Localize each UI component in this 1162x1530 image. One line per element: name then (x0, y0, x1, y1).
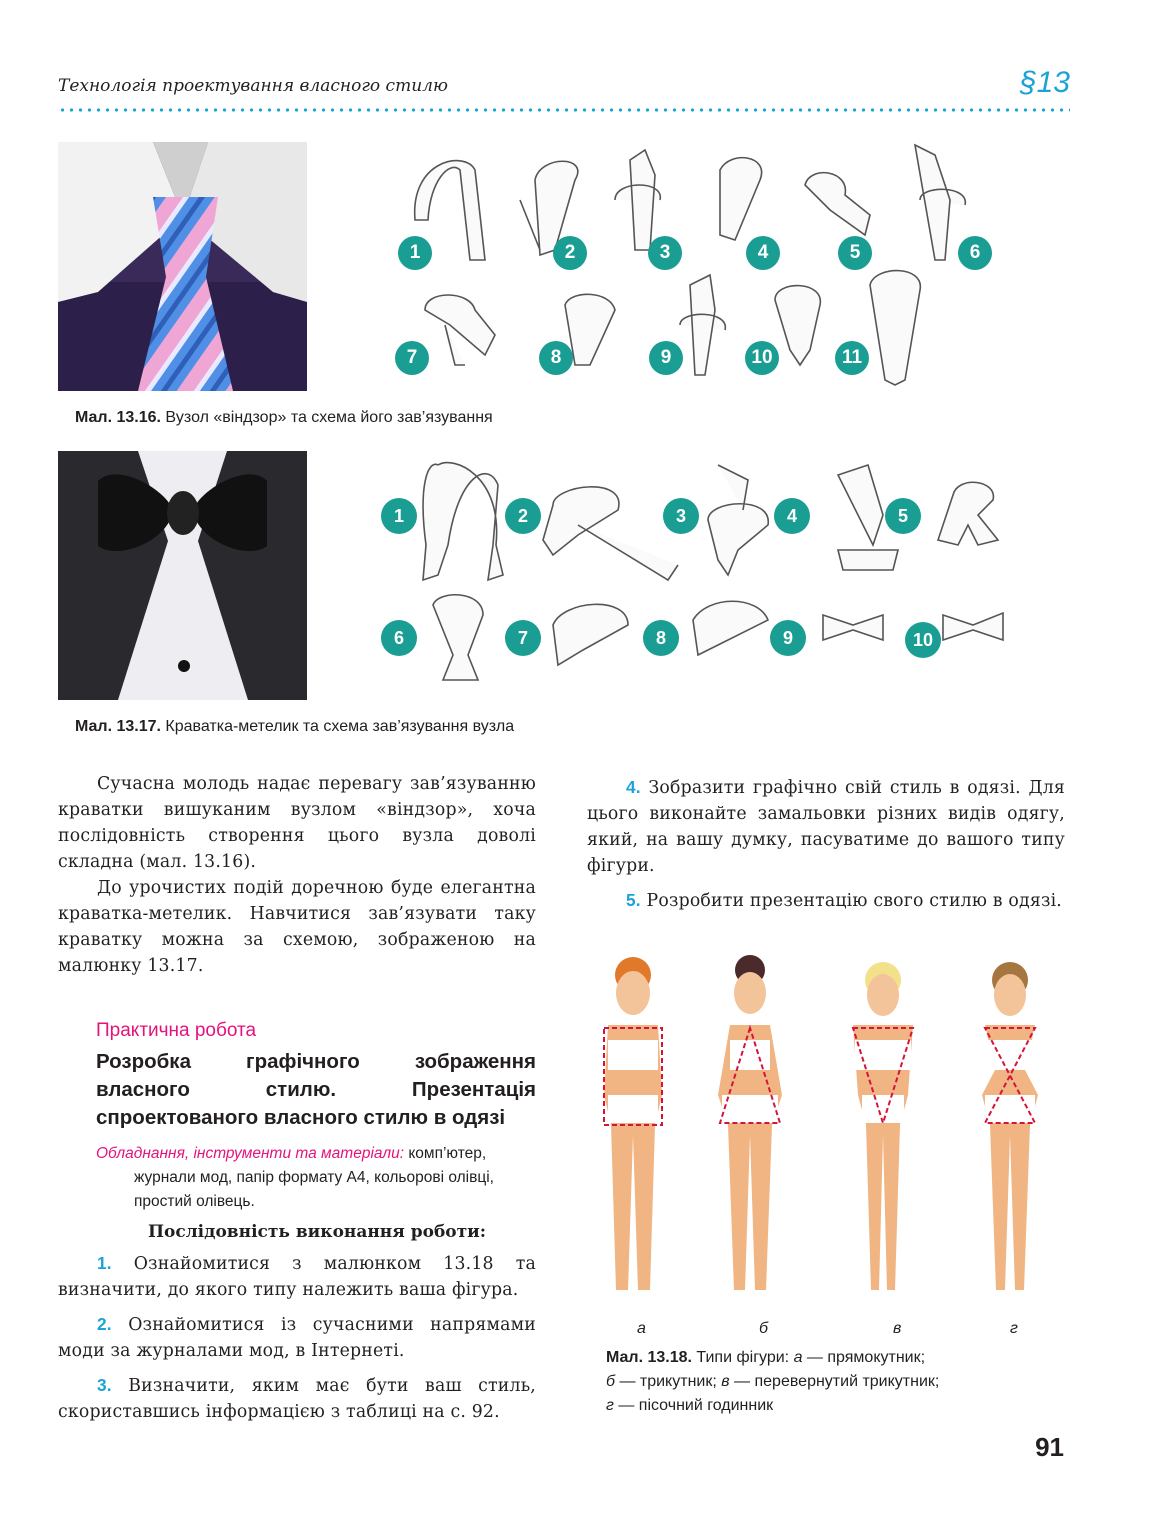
practical-work-subtitle: Розробка графічного зображення власного стилю. Презентація спроектованого власного стилю в одязі (96, 1050, 536, 1129)
step-badge: 5 (838, 236, 872, 270)
step-badge: 3 (648, 236, 682, 270)
right-column (587, 774, 1065, 914)
figure-letter-g: г (1010, 1320, 1018, 1337)
section-number: §13 (1019, 66, 1070, 99)
step-badge: 5 (885, 498, 921, 534)
work-step-3: 3. Визначити, яким має бути ваш стиль, скориставшись інформацією з таблиці на с. 92. (58, 1375, 536, 1422)
figure-hourglass (982, 962, 1038, 1290)
step-badge: 4 (746, 236, 780, 270)
step-badge: 2 (505, 498, 541, 534)
step-badge: 1 (381, 498, 417, 534)
figure-inverted-triangle (853, 962, 913, 1290)
bow-tie-photo (58, 451, 307, 700)
step-badge: 9 (770, 620, 806, 656)
windsor-knot-diagram (390, 140, 1010, 390)
bow-tie-diagram (378, 455, 1018, 705)
work-step-4: 4. Зобразити графічно свій стиль в одязі. Для цього виконайте замальовки різних видів одягу, який, на вашу думку, пасуватиме до вашого типу фігури. (587, 777, 1065, 876)
figure-letter-a: а (637, 1320, 646, 1337)
step-badge: 2 (553, 236, 587, 270)
step-badge: 6 (958, 236, 992, 270)
equipment-note: Обладнання, інструменти та матеріали: комп’ютер, журнали мод, папір формату А4, кольорові олівці, простий олівець. (96, 1145, 494, 1210)
step-badge: 7 (395, 341, 429, 375)
sequence-heading: Послідовність виконання роботи: (147, 1222, 487, 1242)
step-badge: 9 (649, 341, 683, 375)
running-header-title: Технологія проектування власного стилю (58, 76, 448, 96)
step-badge: 11 (835, 341, 869, 375)
step-badge: 1 (398, 236, 432, 270)
step-badge: 4 (774, 498, 810, 534)
step-badge: 8 (643, 620, 679, 656)
step-badge: 3 (663, 498, 699, 534)
header-dotted-rule (58, 108, 1070, 112)
paragraph-windsor: Сучасна молодь надає перевагу зав’язуванню краватки вишуканим вузлом «віндзор», хоча послідовність створення цього вузла доволі складна (мал. 13.16). (58, 774, 536, 872)
paragraph-bow-tie: До урочистих подій доречною буде елегантна краватка-метелик. Навчитися зав’язувати таку краватку можна за схемою, зображеною на малюнку 13.17. (58, 878, 536, 976)
figure-letter-v: в (893, 1320, 902, 1337)
figure-caption-13-17: Мал. 13.17. Краватка-метелик та схема зав’язування вузла (75, 718, 515, 735)
step-badge: 8 (539, 341, 573, 375)
figure-letter-b: б (759, 1320, 768, 1337)
figure-triangle (718, 955, 782, 1290)
figure-caption-13-18: Мал. 13.18. Типи фігури: а — прямокутник; б — трикутник; в — перевернутий трикутник; г — пісочний годинник (606, 1349, 940, 1414)
step-badge: 10 (905, 622, 941, 658)
work-step-1: 1. Ознайомитися з малюнком 13.18 та визначити, до якого типу належить ваша фігура. (58, 1253, 536, 1300)
step-badge: 10 (745, 341, 779, 375)
step-badge: 7 (505, 620, 541, 656)
figure-rectangle (604, 957, 662, 1290)
work-step-5: 5. Розробити презентацію свого стилю в одязі. (626, 890, 1062, 911)
page-number: 91 (1035, 1432, 1064, 1462)
left-column (58, 771, 536, 1425)
practical-work-title: Практична робота (96, 1020, 257, 1041)
body-types-illustration (590, 945, 1060, 1315)
step-badge: 6 (381, 620, 417, 656)
work-step-2: 2. Ознайомитися із сучасними напрямами моди за журналами мод, в Інтернеті. (58, 1314, 536, 1361)
windsor-knot-photo (58, 142, 307, 391)
figure-caption-13-16: Мал. 13.16. Вузол «віндзор» та схема його зав’язування (75, 409, 493, 426)
